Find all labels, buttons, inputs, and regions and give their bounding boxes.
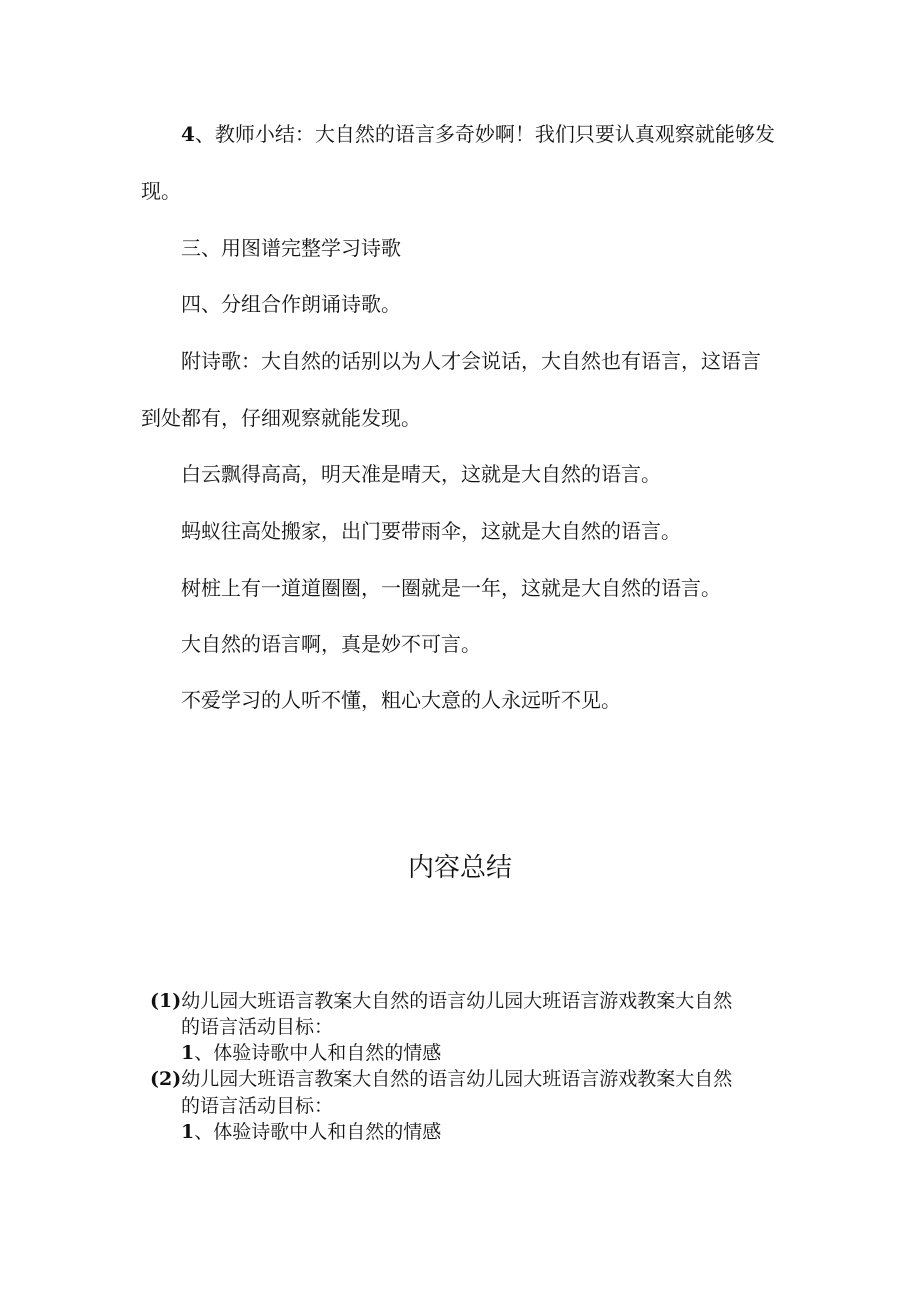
summary-item-goal	[181, 1121, 441, 1143]
paragraph-step-four: 四、分组合作朗诵诗歌。	[181, 292, 401, 316]
goal-text: 、体验诗歌中人和自然的情感	[194, 1121, 442, 1143]
poem-line: 大自然的语言啊，真是妙不可言。	[181, 632, 481, 656]
poem-line: 树桩上有一道道圈圈，一圈就是一年，这就是大自然的语言。	[181, 576, 721, 600]
summary-item-continuation: 的语言活动目标：	[181, 1095, 334, 1117]
summary-item-text: 幼儿园大班语言教案大自然的语言幼儿园大班语言游戏教案大自然	[181, 1068, 733, 1090]
poem-line: 不爱学习的人听不懂，粗心大意的人永远听不见。	[181, 688, 621, 712]
paragraph-teacher-summary	[181, 122, 775, 146]
paragraph-number: 4	[181, 122, 195, 146]
paragraph-text: 、教师小结：大自然的语言多奇妙啊！我们只要认真观察就能够发	[194, 122, 775, 146]
paragraph-step-three: 三、用图谱完整学习诗歌	[181, 236, 401, 260]
paragraph-continuation: 现。	[141, 179, 181, 203]
goal-number: 1	[181, 1121, 195, 1143]
summary-item	[150, 1068, 732, 1090]
goal-text: 、体验诗歌中人和自然的情感	[194, 1042, 442, 1064]
summary-item-goal	[181, 1042, 441, 1064]
summary-heading: 内容总结	[407, 853, 512, 883]
summary-item-continuation: 的语言活动目标：	[181, 1016, 334, 1038]
paragraph-poem-intro: 附诗歌：大自然的话别以为人才会说话，大自然也有语言，这语言	[181, 349, 761, 373]
summary-item-marker: (2)	[150, 1068, 182, 1090]
paragraph-continuation: 到处都有，仔细观察就能发现。	[141, 406, 421, 430]
poem-line: 蚂蚁往高处搬家，出门要带雨伞，这就是大自然的语言。	[181, 519, 681, 543]
goal-number: 1	[181, 1042, 195, 1064]
summary-item	[150, 990, 732, 1012]
poem-line: 白云飘得高高，明天准是晴天，这就是大自然的语言。	[181, 462, 661, 486]
summary-item-marker: (1)	[150, 990, 182, 1012]
summary-item-text: 幼儿园大班语言教案大自然的语言幼儿园大班语言游戏教案大自然	[181, 990, 733, 1012]
